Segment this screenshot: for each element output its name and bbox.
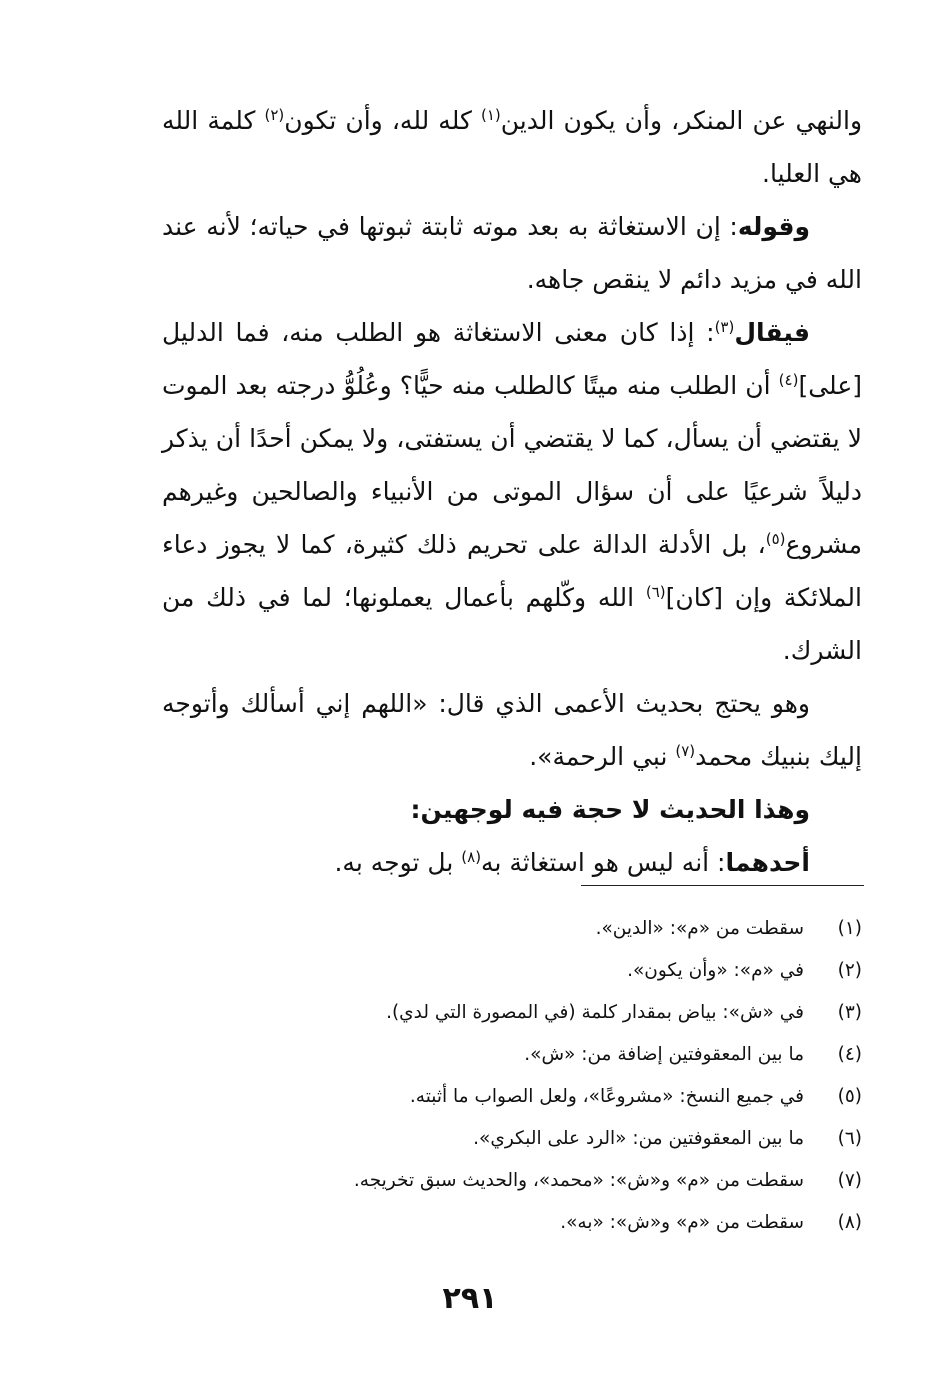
paragraph [162, 836, 862, 889]
footnote-item [162, 1202, 862, 1244]
footnote-item [162, 908, 862, 950]
text-segment: وهو يحتج بحديث الأعمى الذي قال: «اللهم إني أسألك وأتوجه إليك بنبيك محمد [162, 689, 862, 771]
footnote-text: في «م»: «وأن يكون». [627, 960, 804, 981]
footnotes-list [162, 908, 862, 1244]
bold-lead: أحدهما [725, 848, 810, 877]
footnote-item [162, 992, 862, 1034]
footnote-marker[interactable]: (٣) [714, 318, 735, 336]
text-segment: والنهي عن المنكر، وأن يكون الدين [500, 106, 863, 135]
text-segment: كله لله، وأن تكون [284, 106, 481, 135]
text-segment: نبي الرحمة». [529, 742, 676, 771]
footnote-number: (٧) [837, 1170, 862, 1191]
page-number: ٢٩١ [442, 1281, 498, 1316]
footnote-number: (٨) [837, 1212, 862, 1233]
paragraph [162, 306, 862, 677]
footnote-marker[interactable]: (٨) [461, 848, 482, 866]
footnote-item [162, 1160, 862, 1202]
text-segment: ، بل الأدلة الدالة على تحريم ذلك كثيرة، كما لا يجوز دعاء الملائكة وإن [كان] [162, 530, 862, 612]
footnote-item [162, 950, 862, 992]
footnote-marker[interactable]: (٦) [645, 583, 666, 601]
footnote-number: (٣) [837, 1002, 862, 1023]
bold-lead: وقوله [737, 212, 810, 241]
footnote-text: ما بين المعقوفتين من: «الرد على البكري». [473, 1128, 804, 1149]
footnote-item [162, 1076, 862, 1118]
bold-lead: فيقال [734, 318, 810, 347]
paragraph [162, 677, 862, 783]
footnote-divider [581, 885, 864, 886]
footnote-marker[interactable]: (٧) [675, 742, 696, 760]
footnote-number: (١) [837, 918, 862, 939]
text-segment: : إذا كان معنى الاستغاثة هو الطلب منه، فما الدليل [على] [162, 318, 862, 400]
text-segment: : إن الاستغاثة به بعد موته ثابتة ثبوتها في حياته؛ لأنه عند الله في مزيد دائم لا ينقص جاهه. [162, 212, 862, 294]
paragraph [162, 200, 862, 306]
text-segment: : أنه ليس هو استغاثة به [481, 848, 726, 877]
footnote-marker[interactable]: (٥) [765, 530, 786, 548]
footnote-text: في جميع النسخ: «مشروعًا»، ولعل الصواب ما أثبته. [409, 1086, 804, 1107]
footnote-number: (٥) [837, 1086, 862, 1107]
footnote-text: سقطت من «م» و«ش»: «محمد»، والحديث سبق تخريجه. [353, 1170, 804, 1191]
footnote-text: سقطت من «م» و«ش»: «به». [560, 1212, 804, 1233]
footnote-number: (٦) [837, 1128, 862, 1149]
main-text [162, 94, 862, 889]
text-segment: كلمة الله هي العليا. [162, 106, 862, 188]
text-segment: الله وكّلهم بأعمال يعملونها؛ لما في ذلك من الشرك. [162, 583, 862, 665]
footnote-text: سقطت من «م»: «الدين». [595, 918, 804, 939]
paragraph [162, 783, 862, 836]
bold-lead: وهذا الحديث لا حجة فيه لوجهين: [410, 795, 810, 824]
footnote-item [162, 1118, 862, 1160]
footnote-item [162, 1034, 862, 1076]
footnote-marker[interactable]: (٢) [264, 106, 285, 124]
footnote-marker[interactable]: (١) [480, 106, 501, 124]
footnote-number: (٢) [837, 960, 862, 981]
footnote-text: في «ش»: بياض بمقدار كلمة (في المصورة التي لدي). [386, 1002, 804, 1023]
paragraph [162, 94, 862, 200]
text-segment: بل توجه به. [334, 848, 462, 877]
footnote-marker[interactable]: (٤) [778, 371, 799, 389]
text-segment: أن الطلب منه ميتًا كالطلب منه حيًّا؟ وعُلُوُّ درجته بعد الموت لا يقتضي أن يسأل، كما لا يقتضي أن يستفتى، ولا يمكن أحدًا أن يذكر دليلاً شرعيًا على أن سؤال الموتى من الأنبياء والصالحين وغيرهم مشروع [162, 371, 862, 559]
footnote-text: ما بين المعقوفتين إضافة من: «ش». [524, 1044, 804, 1065]
footnote-number: (٤) [837, 1044, 862, 1065]
